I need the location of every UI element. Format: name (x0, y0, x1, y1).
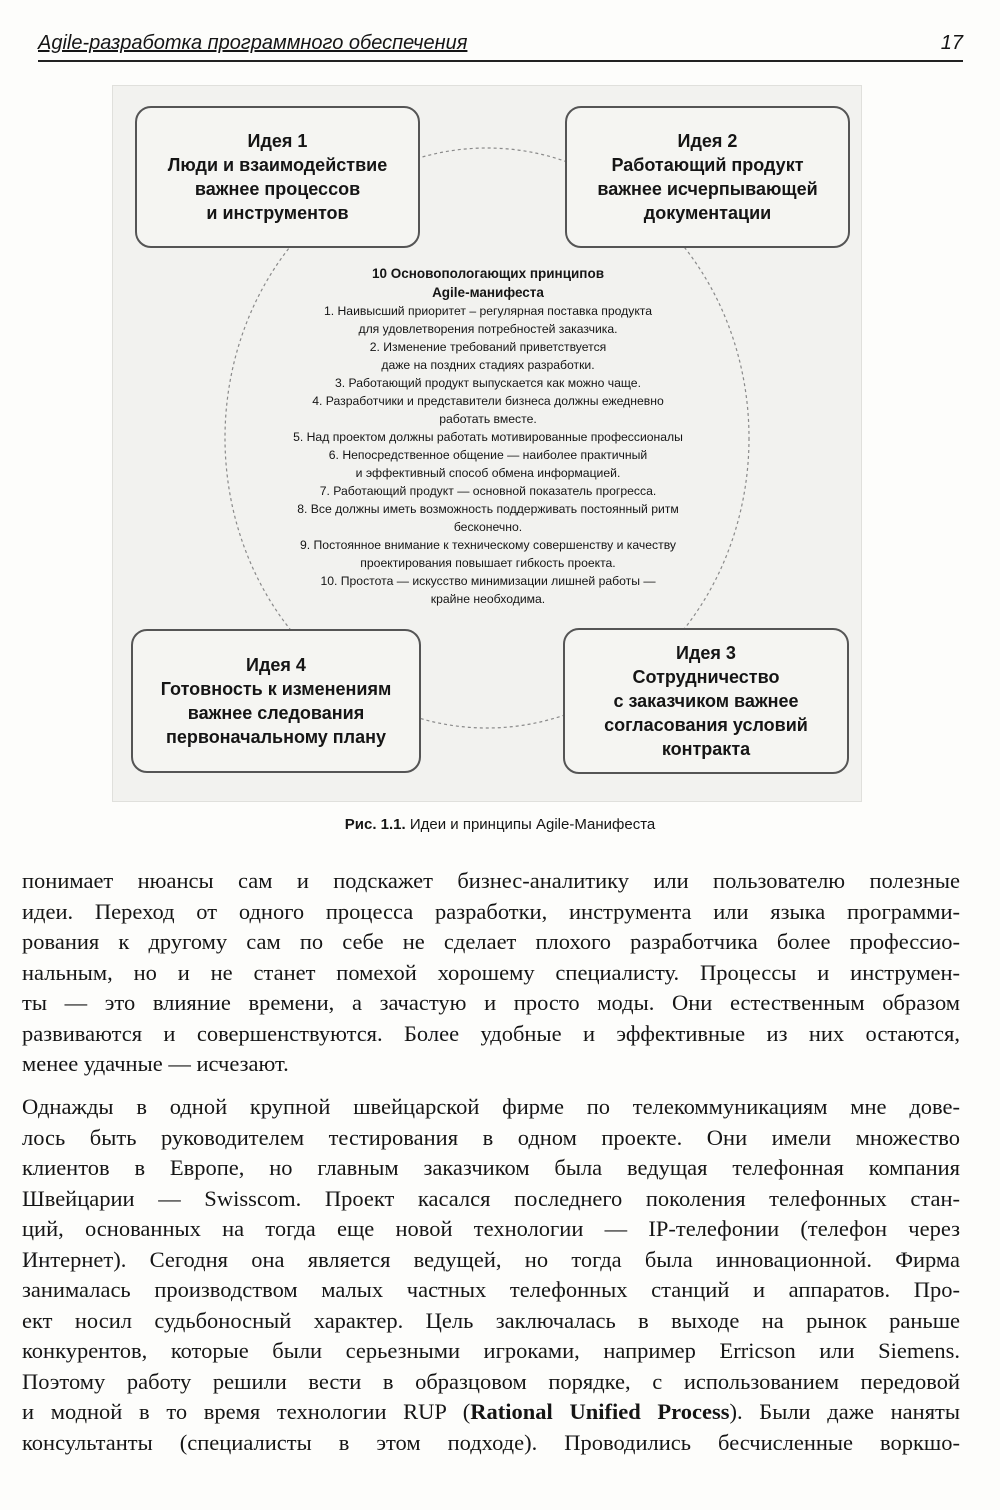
text-line: понимает нюансы сам и подскажет бизнес-аналитику или пользователю полезные (22, 868, 960, 893)
paragraph-1 (22, 866, 960, 1080)
agile-figure (112, 85, 862, 802)
principle-item: 2. Изменение требований приветствуется даже на поздних стадиях разработки. (369, 340, 607, 372)
principle-item: 6. Непосредственное общение — наиболее практичный и эффективный способ обмена информацией. (328, 448, 648, 480)
paragraph-2 (22, 1092, 960, 1458)
idea-2-line: Работающий продукт (611, 155, 804, 175)
idea-2-title: Идея 2 (677, 131, 738, 151)
principle-item: 10. Простота — искусство минимизации лишней работы — крайне необходима. (320, 574, 656, 606)
text-line: идеи. Переход от одного процесса разработки, инструмента или языка программи- (22, 898, 960, 924)
principle-item: 8. Все должны иметь возможность поддерживать постоянный ритм бесконечно. (297, 502, 679, 534)
text-line: нальным, но и не станет помехой хорошему специалисту. Процессы и инструмен- (22, 959, 960, 985)
idea-4-title: Идея 4 (246, 655, 306, 675)
caption-text: Идеи и принципы Agile-Манифеста (405, 816, 656, 833)
idea-1-line: Люди и взаимодействие (167, 155, 388, 175)
text-line: ект носил судьбоносный характер. Цель заключалась в выходе на рынок раньше (22, 1307, 960, 1333)
header-title: Agile-разработка программного обеспечения (38, 32, 468, 54)
idea-4-line: Готовность к изменениям (160, 679, 392, 699)
idea-3-line: согласования условий (604, 715, 808, 735)
caption-label: Рис. 1.1. (344, 816, 406, 833)
rup-term: Rational Unified Process (470, 1399, 730, 1424)
idea-3-line: с заказчиком важнее (613, 691, 799, 711)
text-line: Швейцарии — Swisscom. Проект касался последнего поколения телефонных стан- (22, 1185, 960, 1211)
idea-2-line: важнее исчерпывающей (597, 179, 818, 199)
figure-caption (0, 816, 1000, 833)
principle-item: 7. Работающий продукт — основной показатель прогресса. (319, 484, 657, 498)
principle-item: 3. Работающий продукт выпускается как можно чаще. (335, 376, 641, 390)
idea-box-3 (563, 628, 849, 774)
text-line: клиентов в Европе, но главным заказчиком была ведущая телефонная компания (22, 1155, 960, 1180)
idea-4-line: первоначальному плану (165, 727, 387, 747)
principle-item: 9. Постоянное внимание к техническому совершенству и качеству проектирования повышает гибкость проекта. (299, 538, 676, 570)
text-line: лось быть руководителем тестирования в одном проекте. Они имели множество (22, 1124, 960, 1150)
text-line (22, 1397, 960, 1428)
idea-box-4 (131, 629, 421, 773)
idea-3-line: Сотрудничество (632, 667, 780, 687)
text-line: ты — это влияние времени, а зачастую и просто моды. Они естественным образом (22, 990, 960, 1015)
idea-box-1 (135, 106, 420, 248)
principles-list (238, 264, 738, 608)
idea-1-title: Идея 1 (247, 131, 308, 151)
text-line: занималась производством малых частных телефонных станций и аппаратов. Про- (22, 1277, 960, 1302)
idea-2-line: документации (643, 203, 772, 223)
principles-title: 10 Основопологающих принципов (371, 266, 604, 281)
principle-item: 4. Разработчики и представители бизнеса должны ежедневно работать вместе. (312, 394, 664, 426)
principle-item: 1. Наивысший приоритет – регулярная поставка продукта для удовлетворения потребностей заказчика. (323, 304, 653, 336)
idea-1-line: важнее процессов (194, 179, 361, 199)
text-run: ). Были даже наняты (729, 1399, 960, 1424)
text-line: ций, основанных на тогда еще новой технологии — IP-телефонии (телефон через (22, 1216, 960, 1241)
idea-box-2 (565, 106, 850, 248)
idea-3-title: Идея 3 (676, 643, 736, 663)
text-line: Интернет). Сегодня она является ведущей, но тогда была инновационной. Фирма (22, 1246, 960, 1272)
running-header (38, 30, 963, 62)
page-number: 17 (940, 32, 963, 54)
text-line: Поэтому работу решили вести в образцовом порядке, с использованием передовой (22, 1368, 960, 1394)
idea-1-line: и инструментов (206, 203, 349, 223)
text-line: конкурентов, которые были серьезными игроками, например Erricson или Siemens. (22, 1338, 960, 1363)
principle-item: 5. Над проектом должны работать мотивированные профессионалы (293, 430, 683, 444)
text-run: и модной в то время технологии RUP ( (22, 1399, 471, 1424)
text-line: развиваются и совершенствуются. Более удобные и эффективные из них остаются, (22, 1020, 960, 1046)
text-line: рования к другому сам по себе не сделает плохого разработчика более профессио- (22, 929, 960, 954)
idea-3-line: контракта (661, 739, 751, 759)
principles-subtitle: Agile-манифеста (432, 285, 544, 300)
text-line: менее удачные — исчезают. (22, 1051, 289, 1076)
idea-4-line: важнее следования (187, 703, 365, 723)
text-line: консультанты (специалисты в этом подходе). Проводились бесчисленные воркшо- (22, 1429, 960, 1455)
text-line: Однажды в одной крупной швейцарской фирме по телекоммуникациям мне дове- (22, 1094, 960, 1119)
